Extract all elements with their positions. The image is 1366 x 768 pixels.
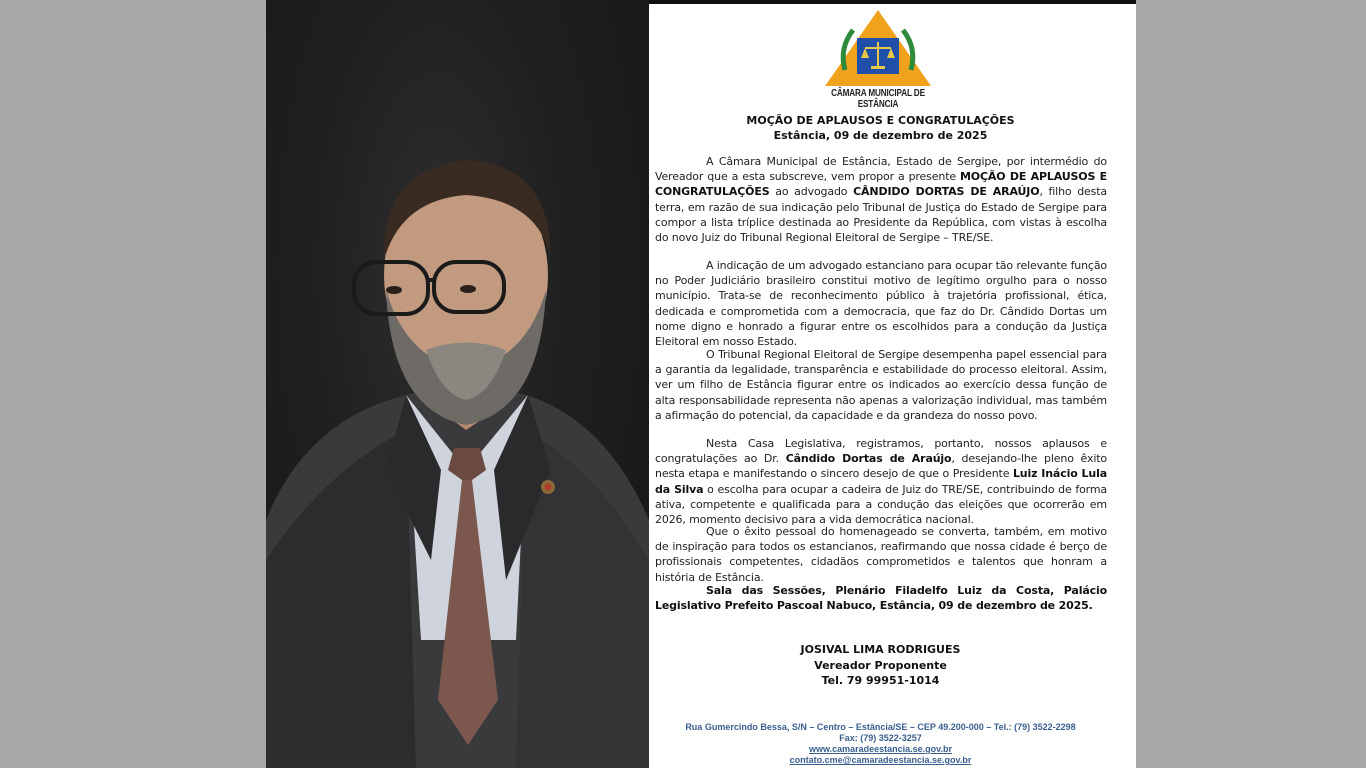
footer-address: Rua Gumercindo Bessa, S/N – Centro – Estância/SE – CEP 49.200-000 – Tel.: (79) 3522-2298 [685,722,1076,732]
p4-bold-president: Luiz Inácio Lula da Silva [655,467,1107,496]
paragraph-5: Que o êxito pessoal do homenageado se converta, também, em motivo de inspiração para todos os estancianos, reafirmando que nossa cidade é berço de profissionais competentes, cidadãos comprometidos e talentos que honram a história de Estância. [655,525,1107,584]
signer-phone: Tel. 79 99951-1014 [821,674,940,687]
signer-role: Vereador Proponente [814,658,947,672]
chamber-logo-emblem [819,8,937,88]
signature-block [649,642,1112,689]
paragraph-1 [655,154,1107,245]
document-title-block [649,113,1112,143]
p1-text-a: A Câmara Municipal de Estância, Estado de Sergipe, por intermédio do Vereador que a esta subscreve, vem propor a presente [655,155,1107,184]
footer-email-link[interactable]: contato.cme@camaradeestancia.se.gov.br [789,755,972,765]
p4-text-a: Nesta Casa Legislativa, registramos, portanto, nossos aplausos e congratulações ao Dr. [655,437,1107,466]
footer-website-link[interactable]: www.camaradeestancia.se.gov.br [808,744,953,754]
left-gray-margin [0,0,266,768]
chamber-logo [819,8,937,110]
p4-text-c: , desejando-lhe pleno êxito nesta etapa e manifestando o sincero desejo de que o Presidente [655,452,1107,481]
document-title: MOÇÃO DE APLAUSOS E CONGRATULAÇÕES [746,114,1015,127]
document-date: Estância, 09 de dezembro de 2025 [773,129,988,142]
p1-text-e: , filho desta terra, em razão de sua indicação pelo Tribunal de Justiça do Estado de Sergipe para compor a lista tríplice destinada ao Presidente da República, com vistas à escolha do novo Juiz do Tribunal Regional Eleitoral de Sergipe – TRE/SE. [655,185,1107,245]
closing-statement: Sala das Sessões, Plenário Filadelfo Luiz da Costa, Palácio Legislativo Prefeito Pascoal Nabuco, Estância, 09 de dezembro de 2025. [655,584,1107,613]
footer-fax: Fax: (79) 3522-3257 [839,733,922,743]
right-gray-margin [1136,0,1366,768]
p1-bold-motion: MOÇÃO DE APLAUSOS E CONGRATULAÇÕES [655,170,1107,199]
p4-bold-name: Cândido Dortas de Araújo [785,452,952,466]
document-top-border [649,0,1136,4]
paragraph-4 [655,436,1107,527]
signer-name: JOSIVAL LIMA RODRIGUES [800,643,961,656]
p4-text-e: o escolha para ocupar a cadeira de Juiz do TRE/SE, contribuindo de forma ativa, competente e qualificada para a condução das eleições que ocorrerão em 2026, momento decisivo para a vida democrática nacional. [655,482,1108,527]
paragraph-3: O Tribunal Regional Eleitoral de Sergipe desempenha papel essencial para a garantia da legalidade, transparência e estabilidade do processo eleitoral. Assim, ver um filho de Estância figurar entre os indicados ao exercício dessa função de alta responsabilidade representa não apenas a valorização individual, mas também a afirmação do potencial, da capacidade e da grandeza do nosso povo. [655,348,1107,422]
portrait-photo [266,0,649,768]
portrait-illustration [266,0,649,768]
chamber-logo-caption: CÂMARA MUNICIPAL DE ESTÂNCIA [831,88,925,110]
document-footer [649,722,1112,766]
p1-text-c: ao advogado [769,185,854,199]
paragraph-2: A indicação de um advogado estanciano para ocupar tão relevante função no Poder Judiciário brasileiro constitui motivo de legítimo orgulho para o nosso município. Trata-se de reconhecimento público à trajetória profissional, ética, dedicada e comprometida com a democracia, que faz do Dr. Cândido Dortas um nome digno e honrado a figurar entre os escolhidos para a condução da Justiça Eleitoral em nosso Estado. [655,259,1107,349]
p1-bold-name: CÂNDIDO DORTAS DE ARAÚJO [853,185,1040,199]
motion-document [649,0,1136,768]
